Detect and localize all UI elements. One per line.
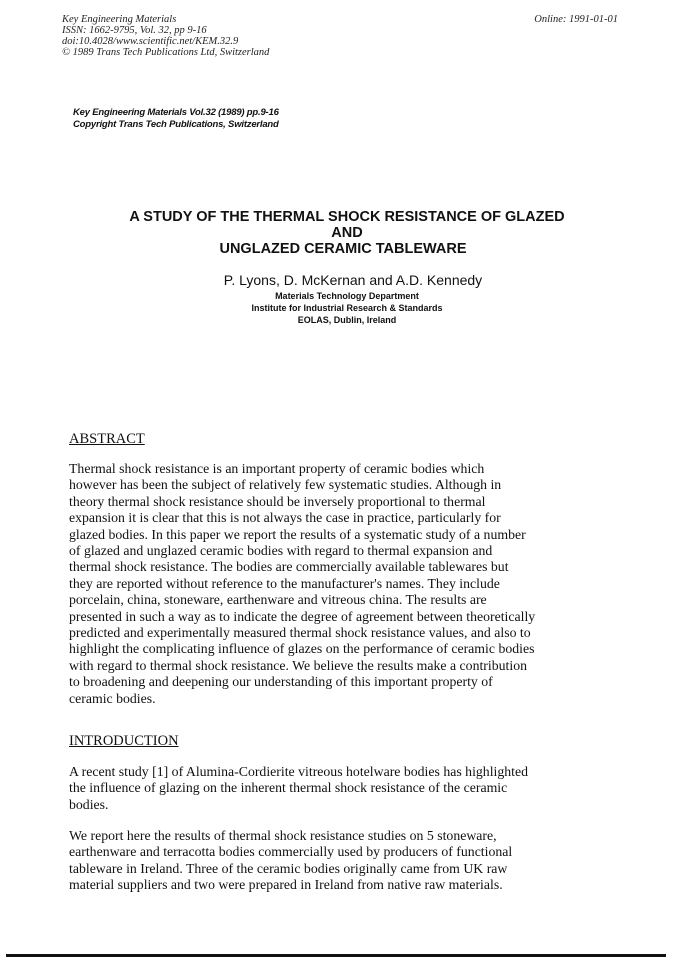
abstract-line: porcelain, china, stoneware, earthenware and vitreous china. The results are: [69, 592, 487, 608]
abstract-line: glazed bodies. In this paper we report the results of a systematic study of a number: [69, 526, 526, 542]
affiliation-location: EOLAS, Dublin, Ireland: [297, 315, 397, 325]
affiliation-institute: Institute for Industrial Research & Standards: [251, 303, 443, 313]
abstract-line: of glazed and unglazed ceramic bodies with regard to thermal expansion and: [69, 543, 493, 559]
abstract-line: Thermal shock resistance is an important property of ceramic bodies which: [69, 461, 485, 476]
intro-line: earthenware and terracotta bodies commercially used by producers of functional: [69, 844, 513, 860]
abstract-line: predicted and experimentally measured thermal shock resistance values, and also to: [69, 625, 531, 641]
journal-copyright-line: Copyright Trans Tech Publications, Switzerland: [73, 119, 279, 130]
intro-line: A recent study [1] of Alumina-Cordierite vitreous hotelware bodies has highlighted: [69, 764, 529, 779]
paper-title-line-2: AND: [331, 225, 363, 241]
abstract-line: with regard to thermal shock resistance. We believe the results make a contribution: [69, 657, 527, 673]
abstract-line: however has been the subject of relatively few systematic studies. Although in: [69, 477, 502, 493]
affiliation-department: Materials Technology Department: [275, 291, 419, 301]
abstract-line: they are reported without reference to the manufacturer's names. They include: [69, 575, 500, 591]
introduction-paragraph-2: [69, 828, 659, 894]
paper-title-line-1: A STUDY OF THE THERMAL SHOCK RESISTANCE OF GLAZED: [129, 209, 565, 225]
intro-line: bodies.: [69, 796, 109, 812]
copyright-line: © 1989 Trans Tech Publications Ltd, Switzerland: [62, 47, 270, 58]
paper-title-line-3: UNGLAZED CERAMIC TABLEWARE: [219, 241, 467, 257]
journal-ref-line: Key Engineering Materials Vol.32 (1989) pp.9-16: [73, 107, 279, 118]
journal-name: Key Engineering Materials: [62, 14, 177, 25]
intro-line: material suppliers and two were prepared in Ireland from native raw materials.: [69, 877, 503, 893]
abstract-line: ceramic bodies.: [69, 690, 156, 706]
intro-line: tableware in Ireland. Three of the ceramic bodies originally came from UK raw: [69, 860, 508, 876]
abstract-line: presented in such a way as to indicate the degree of agreement between theoretically: [69, 608, 536, 624]
abstract-line: expansion it is clear that this is not always the case in practice, particularly for: [69, 510, 501, 526]
abstract-line: highlight the complicating influence of glazes on the performance of ceramic bodies: [69, 641, 535, 657]
author-list: P. Lyons, D. McKernan and A.D. Kennedy: [223, 272, 483, 288]
intro-line: the influence of glazing on the inherent thermal shock resistance of the ceramic: [69, 780, 508, 796]
journal-reference: [73, 107, 279, 131]
doi-line: doi:10.4028/www.scientific.net/KEM.32.9: [62, 36, 239, 47]
abstract-body: [69, 461, 659, 707]
abstract-line: to broadening and deepening our understanding of this important property of: [69, 674, 493, 690]
publication-metadata: [62, 14, 269, 58]
abstract-line: thermal shock resistance. The bodies are commercially available tablewares but: [69, 559, 509, 575]
intro-line: We report here the results of thermal shock resistance studies on 5 stoneware,: [69, 828, 497, 843]
abstract-heading: ABSTRACT: [69, 431, 145, 447]
abstract-line: theory thermal shock resistance should be inversely proportional to thermal: [69, 493, 486, 509]
introduction-paragraph-1: [69, 764, 659, 813]
issn-line: ISSN: 1662-9795, Vol. 32, pp 9-16: [62, 25, 207, 36]
introduction-heading: INTRODUCTION: [69, 733, 179, 749]
online-date: Online: 1991-01-01: [534, 14, 618, 25]
page-bottom-rule: [6, 954, 666, 957]
